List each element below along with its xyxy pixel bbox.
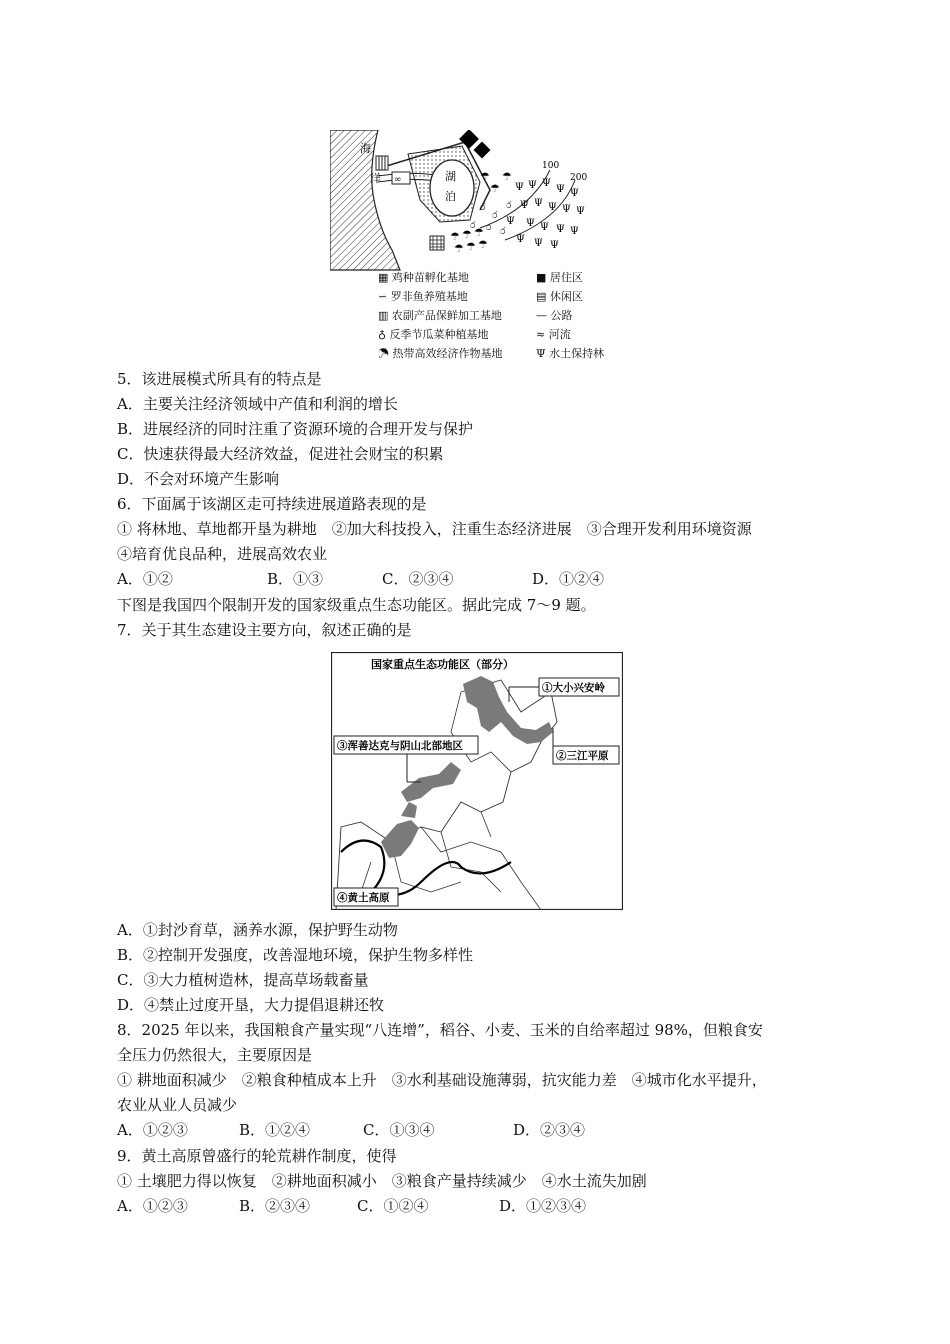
svg-text:ර: ර: [500, 227, 506, 237]
svg-text:☂: ☂: [474, 226, 484, 239]
melon-icon: ♁: [378, 328, 387, 341]
q5-option-c: C．快速获得最大经济效益，促进社会财宝的积累: [117, 445, 444, 463]
legend-item: [378, 325, 536, 344]
river-wave-icon: ≈: [536, 328, 546, 341]
lake-label-1: 湖: [445, 170, 456, 183]
legend-item: [378, 344, 536, 363]
svg-text:Ψ: Ψ: [534, 198, 543, 209]
svg-text:☂: ☂: [478, 238, 488, 251]
legend-item: [536, 287, 583, 306]
legend-label: 鸡种苗孵化基地: [391, 271, 469, 284]
sea-label: 海: [360, 142, 371, 155]
svg-text:Ψ: Ψ: [534, 238, 543, 249]
svg-text:Ψ: Ψ: [506, 216, 515, 227]
grid-icon: ▦: [378, 271, 389, 284]
label-3: ③浑善达克与阴山北部地区: [337, 740, 463, 752]
q8-stem-line2: 全压力仍然很大，主要原因是: [117, 1046, 313, 1064]
tree-icon: Ψ: [536, 347, 546, 360]
svg-text:Ψ: Ψ: [570, 188, 579, 199]
q9-options: [117, 1196, 586, 1216]
q8-items-line1: ① 耕地面积减少 ②粮食种植成本上升 ③水利基础设施薄弱，抗灾能力差 ④城市化水平提升，: [117, 1071, 767, 1089]
ecological-zones-map: [331, 652, 623, 910]
svg-text:Ψ: Ψ: [570, 226, 579, 237]
q9-stem: 9．黄土高原曾盛行的轮荒耕作制度，使得: [117, 1147, 397, 1165]
legend-label: 公路: [550, 309, 573, 322]
intro-7-9: 下图是我国四个限制开发的国家级重点生态功能区。据此完成 7～9 题。: [117, 596, 596, 614]
q7-option-d: D．④禁止过度开垦，大力提倡退耕还牧: [117, 996, 385, 1014]
q6-items-line1: ① 将林地、草地都开垦为耕地 ②加大科技投入，注重生态经济进展 ③合理开发利用环境资源: [117, 520, 752, 538]
svg-text:☂: ☂: [462, 228, 472, 241]
fish-icon: ∽: [378, 290, 388, 303]
q8-items-line2: 农业从业人员减少: [117, 1096, 238, 1114]
svg-text:Ψ: Ψ: [528, 180, 537, 191]
svg-text:Ψ: Ψ: [576, 206, 585, 217]
tree-icons: [506, 178, 585, 251]
q9-option-c: C．①②④: [357, 1197, 429, 1215]
q6-stem: 6．下面属于该湖区走可持续进展道路表现的是: [117, 495, 427, 513]
svg-text:☂: ☂: [466, 240, 476, 253]
filled-square-icon: ■: [536, 271, 547, 284]
svg-text:☂: ☂: [502, 170, 512, 183]
q5-option-a: A．主要关注经济领域中产值和利润的增长: [117, 395, 398, 413]
q5-option-d: D．不会对环境产生影响: [117, 470, 280, 488]
legend-item: [378, 268, 536, 287]
q8-stem-line1: 8．2025 年以来，我国粮食产量实现“八连增”，稻谷、小麦、玉米的自给率超过 98%，但粮食安: [117, 1021, 763, 1039]
crop-icon: ☂: [378, 347, 389, 360]
svg-text:Ψ: Ψ: [548, 202, 557, 213]
q8-option-b: B．①②④: [239, 1121, 311, 1139]
svg-text:Ψ: Ψ: [542, 178, 551, 189]
residential-area: [474, 142, 491, 159]
svg-text:☂: ☂: [490, 182, 500, 195]
contour-100-label: 100: [542, 161, 560, 171]
q6-options: [117, 569, 604, 589]
q8-option-d: D．②③④: [513, 1121, 586, 1139]
lake: [430, 160, 474, 216]
svg-text:ර: ර: [486, 223, 492, 233]
svg-text:Ψ: Ψ: [556, 184, 565, 195]
svg-text:☂: ☂: [454, 242, 464, 255]
q8-option-a: A．①②③: [117, 1121, 188, 1139]
map-title: 国家重点生态功能区（部分）: [371, 658, 514, 671]
legend-label: 居住区: [549, 271, 583, 284]
legend-label: 罗非鱼养殖基地: [390, 290, 468, 303]
contour-200-label: 200: [570, 173, 588, 183]
legend-label: 热带高效经济作物基地: [392, 347, 503, 360]
q5-stem: 5．该进展模式所具有的特点是: [117, 370, 322, 388]
svg-text:Ψ: Ψ: [562, 204, 571, 215]
q9-option-d: D．①②③④: [499, 1197, 587, 1215]
svg-text:ර: ර: [506, 201, 512, 211]
q7-option-b: B．②控制开发强度，改善湿地环境，保护生物多样性: [117, 946, 474, 964]
q9-items: ① 土壤肥力得以恢复 ②耕地面积减小 ③粮食产量持续减少 ④水土流失加剧: [117, 1172, 647, 1190]
svg-text:Ψ: Ψ: [516, 234, 525, 245]
svg-text:Ψ: Ψ: [550, 240, 559, 251]
svg-text:Ψ: Ψ: [556, 224, 565, 235]
legend-label: 水土保持林: [549, 347, 605, 360]
q7-option-c: C．③大力植树造林，提高草场载畜量: [117, 971, 369, 989]
q9-option-b: B．②③④: [239, 1197, 311, 1215]
legend-label: 休闲区: [549, 290, 583, 303]
q6-option-a: A．①②: [117, 570, 173, 588]
lake-label-2: 泊: [445, 190, 456, 203]
q6-option-b: B．①③: [267, 570, 324, 588]
ocean-label: 洋: [370, 172, 381, 185]
road-line-icon: —: [536, 309, 547, 322]
legend-label: 河流: [548, 328, 571, 341]
legend-label: 反季节瓜菜种植基地: [389, 328, 489, 341]
svg-text:ර: ර: [492, 211, 498, 221]
label-1: ①大小兴安岭: [542, 682, 605, 694]
label-4: ④黄土高原: [337, 892, 390, 904]
legend-item: [536, 325, 571, 344]
svg-text:ර: ර: [470, 221, 476, 231]
legend-item: [378, 306, 536, 325]
legend-item: [536, 306, 573, 325]
legend-item: [536, 344, 604, 363]
fish-icon: ∞: [394, 175, 402, 185]
svg-text:Ψ: Ψ: [540, 222, 549, 233]
svg-text:Ψ: Ψ: [526, 218, 535, 229]
svg-text:☂: ☂: [450, 230, 460, 243]
dotted-square-icon: ▤: [536, 290, 547, 303]
q6-items-line2: ④培育优良品种，进展高效农业: [117, 545, 328, 563]
legend-label: 农副产品保鲜加工基地: [391, 309, 502, 322]
svg-text:Ψ: Ψ: [520, 200, 529, 211]
legend-item: [536, 268, 583, 287]
label-2: ②三江平原: [556, 750, 609, 762]
q8-options: [117, 1120, 585, 1140]
svg-text:Ψ: Ψ: [515, 182, 524, 193]
legend-item: [378, 287, 536, 306]
q7-option-a: A．①封沙育草，涵养水源，保护野生动物: [117, 921, 398, 939]
q8-option-c: C．①③④: [363, 1121, 435, 1139]
svg-text:☂: ☂: [480, 170, 490, 183]
q7-stem: 7．关于其生态建设主要方向，叙述正确的是: [117, 621, 412, 639]
svg-text:ර: ර: [480, 203, 486, 213]
figure1-legend: [378, 268, 628, 363]
q6-option-c: C．②③④: [382, 570, 454, 588]
q5-option-b: B．进展经济的同时注重了资源环境的合理开发与保护: [117, 420, 474, 438]
q9-option-a: A．①②③: [117, 1197, 188, 1215]
q6-option-d: D．①②④: [532, 570, 605, 588]
striped-square-icon: ▥: [378, 309, 389, 322]
